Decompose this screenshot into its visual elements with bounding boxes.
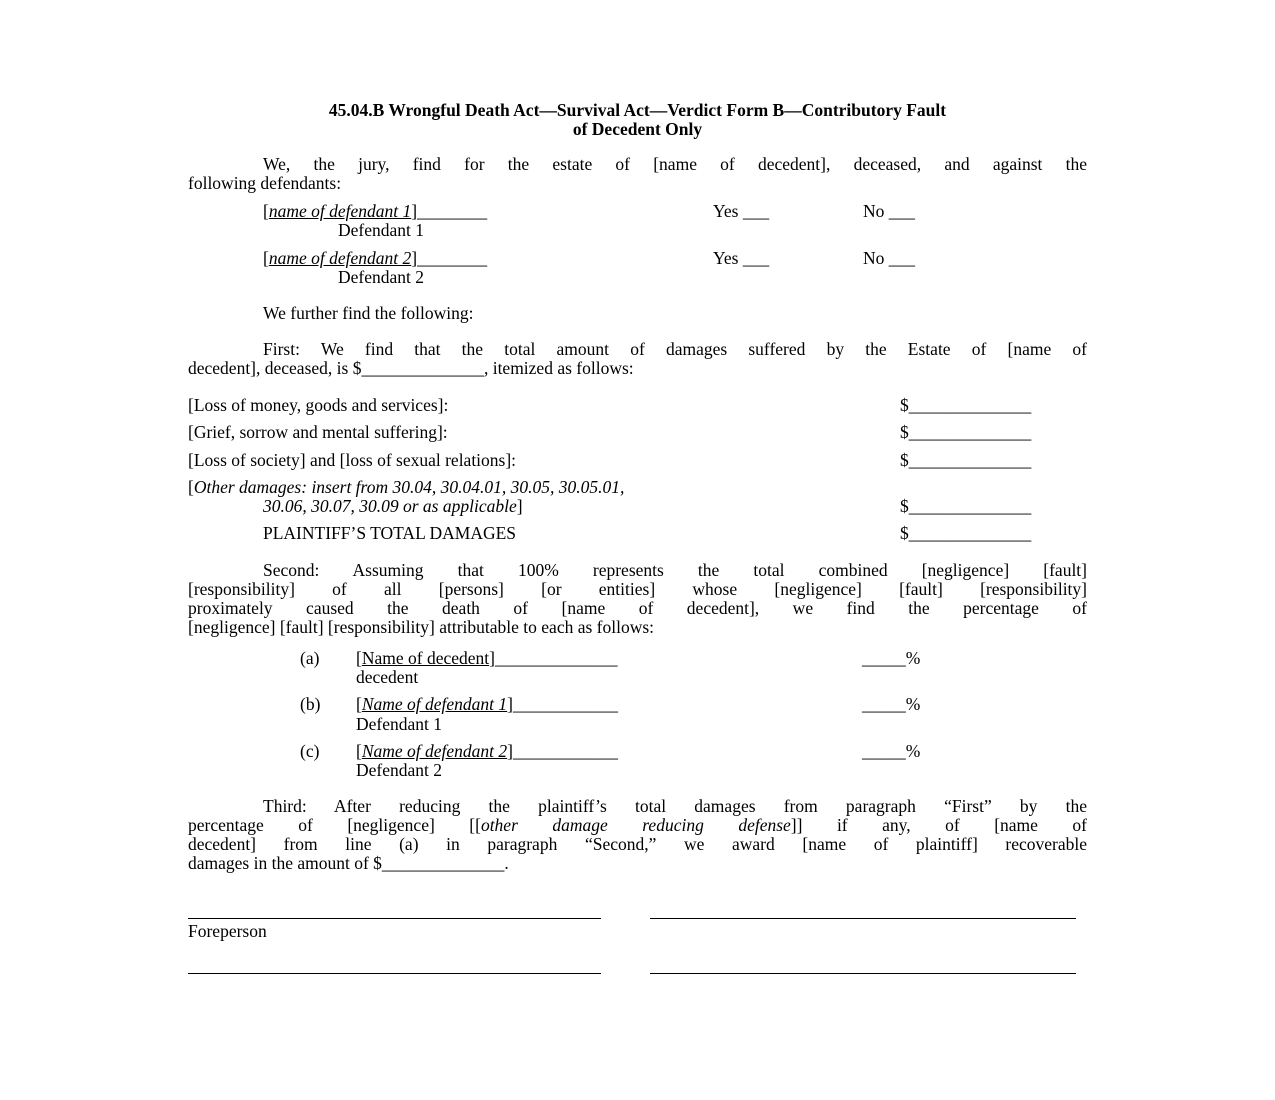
damage-label-other-line2: 30.06, 30.07, 30.09 or as applicable] [263, 496, 523, 516]
pct-a-label: decedent [356, 667, 419, 687]
defendant-2-yes[interactable]: Yes ___ [713, 248, 770, 268]
second-paragraph [188, 561, 1087, 637]
damage-amount-other[interactable]: $______________ [900, 496, 1032, 516]
defendant-1-label: Defendant 1 [338, 220, 425, 240]
defendant-2-name: name of defendant 2 [268, 248, 412, 268]
damage-label-money: [Loss of money, goods and services]: [188, 395, 449, 415]
form-title-line2: of Decedent Only [572, 119, 703, 139]
defendant-1-yes[interactable]: Yes ___ [713, 201, 770, 221]
defendant-1-name-line[interactable]: [name of defendant 1]________ [263, 201, 488, 221]
third-line2: percentage of [negligence] [[other damage reducing defense]] if any, of [name of [188, 815, 1087, 835]
pct-a-name: Name of decedent [361, 648, 490, 668]
foreperson-label: Foreperson [188, 921, 267, 941]
pct-c-label: Defendant 2 [356, 760, 443, 780]
damage-amount-money[interactable]: $______________ [900, 395, 1032, 415]
first-line2[interactable]: decedent], deceased, is $______________, itemized as follows: [188, 358, 634, 378]
damage-label-society: [Loss of society] and [loss of sexual relations]: [188, 450, 517, 470]
pct-b-value[interactable]: _____% [862, 694, 921, 714]
second-line1: Second: Assuming that 100% represents the total combined [negligence] [fault] [263, 560, 1087, 580]
intro-line2: following defendants: [188, 173, 342, 193]
pct-b-name-line[interactable]: [Name of defendant 1]____________ [356, 694, 618, 714]
second-line4: [negligence] [fault] [responsibility] attributable to each as follows: [188, 617, 655, 637]
defendant-2-name-line[interactable]: [name of defendant 2]________ [263, 248, 488, 268]
form-title-line1: 45.04.B Wrongful Death Act—Survival Act—Verdict Form B—Contributory Fault [328, 100, 947, 120]
juror-signature-line-2[interactable] [188, 973, 601, 974]
first-paragraph [188, 340, 1087, 378]
foreperson-signature-line[interactable] [188, 918, 601, 919]
further-find-text: We further find the following: [263, 303, 474, 323]
defendant-2-label: Defendant 2 [338, 267, 425, 287]
juror-signature-line-3[interactable] [650, 973, 1076, 974]
intro-line1: We, the jury, find for the estate of [name of decedent], deceased, and against the [263, 154, 1087, 174]
second-line2: [responsibility] of all [persons] [or entities] whose [negligence] [fault] [responsibility] [188, 579, 1087, 599]
third-line3: decedent] from line (a) in paragraph “Second,” we award [name of plaintiff] recoverable [188, 834, 1087, 854]
pct-b-letter: (b) [300, 694, 321, 714]
pct-a-letter: (a) [300, 648, 320, 668]
defendant-1-no[interactable]: No ___ [863, 201, 916, 221]
first-line1: First: We find that the total amount of damages suffered by the Estate of [name of [263, 339, 1087, 359]
pct-c-name-line[interactable]: [Name of defendant 2]____________ [356, 741, 618, 761]
intro-paragraph [188, 155, 1087, 193]
third-line4[interactable]: damages in the amount of $______________. [188, 853, 509, 873]
pct-c-letter: (c) [300, 741, 320, 761]
pct-b-name: Name of defendant 1 [361, 694, 508, 714]
total-damages-label: PLAINTIFF’S TOTAL DAMAGES [263, 523, 517, 543]
pct-a-value[interactable]: _____% [862, 648, 921, 668]
total-damages-amount[interactable]: $______________ [900, 523, 1032, 543]
second-line3: proximately caused the death of [name of decedent], we find the percentage of [188, 598, 1087, 618]
pct-c-value[interactable]: _____% [862, 741, 921, 761]
pct-c-name: Name of defendant 2 [361, 741, 508, 761]
third-paragraph [188, 797, 1087, 873]
damage-label-other-line1: [Other damages: insert from 30.04, 30.04.01, 30.05, 30.05.01, [188, 477, 625, 497]
damage-amount-grief[interactable]: $______________ [900, 422, 1032, 442]
damage-label-grief: [Grief, sorrow and mental suffering]: [188, 422, 448, 442]
pct-a-name-line[interactable]: [Name of decedent]______________ [356, 648, 618, 668]
third-line1: Third: After reducing the plaintiff’s total damages from paragraph “First” by the [263, 796, 1087, 816]
defendant-1-name: name of defendant 1 [268, 201, 412, 221]
pct-b-label: Defendant 1 [356, 714, 443, 734]
defendant-2-no[interactable]: No ___ [863, 248, 916, 268]
juror-signature-line-1[interactable] [650, 918, 1076, 919]
damage-amount-society[interactable]: $______________ [900, 450, 1032, 470]
